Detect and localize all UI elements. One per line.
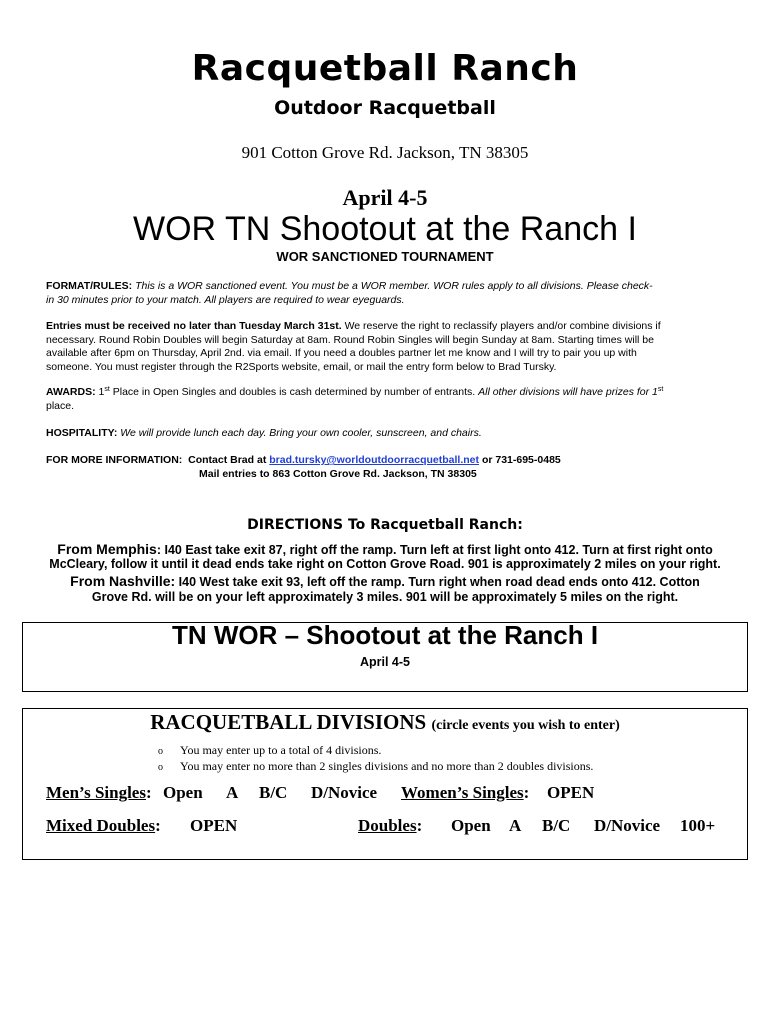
awards-label: AWARDS: — [46, 386, 96, 398]
directions-memphis-cont: McCleary, follow it until it dead ends take right on Cotton Grove Road. 901 is approximately 2 miles on your right. — [49, 557, 721, 571]
directions-title: DIRECTIONS To Racquetball Ranch: — [247, 517, 523, 533]
doubles-option-open[interactable]: Open — [451, 816, 491, 835]
womens-singles-row — [401, 783, 529, 803]
form-title: TN WOR – Shootout at the Ranch I — [171, 620, 599, 650]
hospitality-text: We will provide lunch each day. Bring your own cooler, sunscreen, and chairs. — [120, 427, 482, 439]
mens-singles-row — [46, 783, 152, 803]
mixed-option-open[interactable]: OPEN — [190, 816, 238, 835]
hospitality-paragraph — [46, 427, 726, 441]
division-rule-2 — [158, 759, 593, 774]
info-label: FOR MORE INFORMATION: — [46, 454, 183, 466]
nashville-text: I40 West take exit 93, left off the ramp. Turn right when road dead ends onto 412. Cotton — [175, 575, 700, 589]
entries-paragraph — [46, 320, 726, 374]
divisions-note: (circle events you wish to enter) — [431, 718, 620, 733]
form-date: April 4-5 — [359, 655, 410, 669]
directions-memphis — [0, 541, 770, 557]
info-mail: Mail entries to 863 Cotton Grove Rd. Jackson, TN 38305 — [199, 467, 477, 480]
mens-option-open[interactable]: Open — [163, 783, 203, 802]
entries-text-2: necessary. Round Robin Doubles will begin Saturday at 8am. Round Robin Singles will begin Sunday at 8am. Starting times will be — [46, 333, 654, 346]
bullet-marker: o — [158, 746, 163, 757]
awards-place-num: 1 — [98, 386, 105, 398]
info-paragraph — [46, 454, 726, 481]
event-date: April 4-5 — [342, 185, 428, 210]
venue-title: Racquetball Ranch — [191, 48, 579, 89]
awards-place-sup: st — [104, 386, 110, 393]
womens-singles-label: Women’s Singles — [401, 783, 524, 802]
mens-singles-label: Men’s Singles — [46, 783, 146, 802]
doubles-option-bc[interactable]: B/C — [542, 816, 571, 835]
memphis-label: From Memphis — [57, 541, 157, 557]
email-link[interactable]: brad.tursky@worldoutdoorracquetball.net — [269, 454, 480, 466]
doubles-option-100plus[interactable]: 100+ — [680, 816, 716, 835]
division-rule-text: You may enter up to a total of 4 divisions. — [180, 743, 382, 757]
divisions-title: RACQUETBALL DIVISIONS — [150, 710, 427, 734]
womens-option-open[interactable]: OPEN — [547, 783, 595, 802]
awards-italic-sup: st — [657, 386, 664, 393]
awards-italic: All other divisions will have prizes for 1 — [478, 386, 658, 398]
hospitality-label: HOSPITALITY: — [46, 427, 118, 439]
entries-text-4: someone. You must register through the R2Sports website, email, or mail the entry form below to Brad Tursky. — [46, 360, 557, 373]
doubles-label: Doubles — [358, 816, 417, 835]
info-phone: or 731-695-0485 — [481, 454, 561, 466]
doubles-option-a[interactable]: A — [509, 816, 522, 835]
directions-nashville — [0, 573, 770, 589]
mens-option-dnovice[interactable]: D/Novice — [311, 783, 378, 802]
mens-option-bc[interactable]: B/C — [259, 783, 288, 802]
bullet-marker: o — [158, 762, 163, 773]
venue-subtitle: Outdoor Racquetball — [274, 97, 496, 119]
division-rule-1 — [158, 743, 381, 758]
colon: : — [145, 783, 152, 802]
nashville-label: From Nashville: — [70, 573, 176, 589]
format-rules-text: This is a WOR sanctioned event. You must be a WOR member. WOR rules apply to all divisions. Please check- — [135, 280, 653, 292]
doubles-row — [358, 816, 422, 836]
awards-text-cont: place. — [46, 399, 75, 412]
mens-option-a[interactable]: A — [226, 783, 239, 802]
sanction-label: WOR SANCTIONED TOURNAMENT — [276, 249, 494, 264]
entries-deadline: Entries must be received no later than Tuesday March 31st. — [46, 320, 342, 332]
awards-paragraph — [46, 386, 726, 413]
venue-address: 901 Cotton Grove Rd. Jackson, TN 38305 — [241, 143, 529, 162]
mixed-doubles-row — [46, 816, 161, 836]
divisions-heading — [0, 710, 770, 735]
format-rules-label: FORMAT/RULES: — [46, 280, 133, 292]
colon: : — [523, 783, 530, 802]
directions-nashville-cont: Grove Rd. will be on your left approximately 3 miles. 901 will be approximately 5 miles on the right. — [91, 590, 679, 604]
mixed-doubles-label: Mixed Doubles — [46, 816, 156, 835]
memphis-text: : I40 East take exit 87, right off the ramp. Turn left at first light onto 412. Turn at first right onto — [156, 543, 713, 557]
entries-text: We reserve the right to reclassify players and/or combine divisions if — [344, 320, 661, 332]
entries-text-3: available after 6pm on Thursday, April 2nd. via email. If you need a doubles partner let me know and I will try to pair you up with — [46, 347, 637, 359]
colon: : — [416, 816, 423, 835]
event-title: WOR TN Shootout at the Ranch I — [133, 210, 637, 248]
colon: : — [155, 816, 161, 835]
format-rules-text-cont: in 30 minutes prior to your match. All players are required to wear eyeguards. — [46, 293, 405, 306]
division-rule-text: You may enter no more than 2 singles divisions and no more than 2 doubles divisions. — [180, 759, 594, 773]
format-rules-paragraph — [46, 280, 726, 307]
doubles-option-dnovice[interactable]: D/Novice — [594, 816, 661, 835]
awards-text: Place in Open Singles and doubles is cash determined by number of entrants. — [112, 386, 476, 398]
info-contact: Contact Brad at — [188, 454, 267, 466]
